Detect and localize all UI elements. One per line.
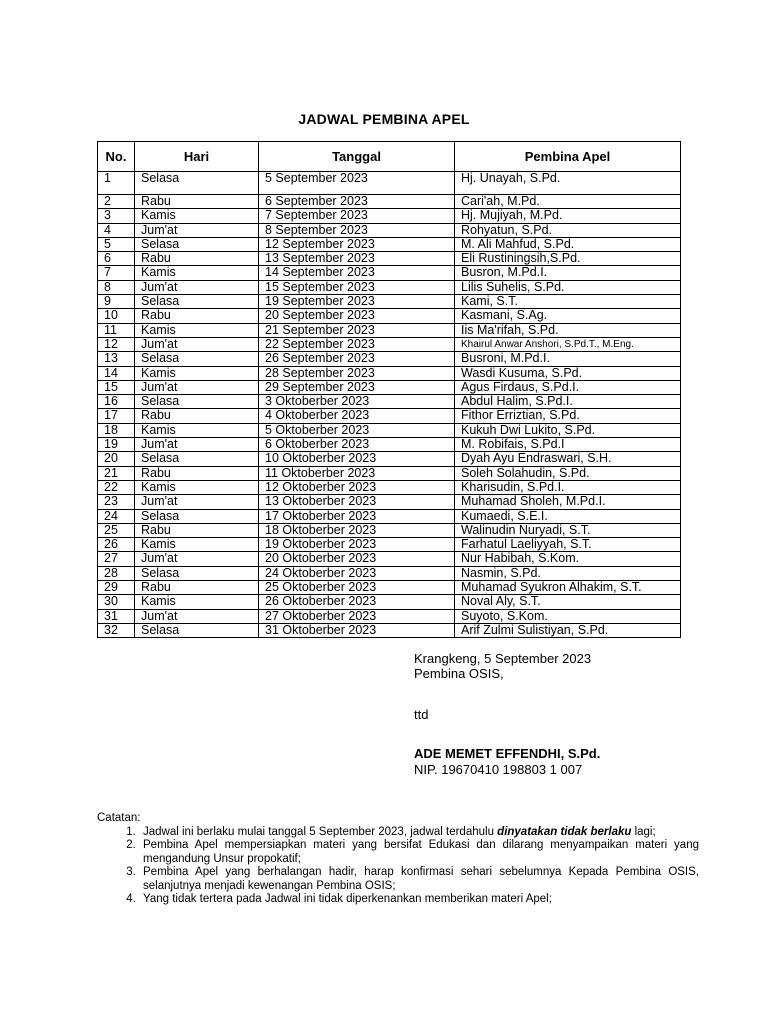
note-item-3: 3. Pembina Apel yang berhalangan hadir, harap konfirmasi sehari sebelumnya Kepada Pembina OSIS, selanjutnya menjadi kewenangan Pembina OSIS; <box>139 866 699 893</box>
cell-hari: Selasa <box>135 295 259 309</box>
cell-hari: Jum'at <box>135 280 259 294</box>
cell-no: 22 <box>98 480 135 494</box>
cell-no: 15 <box>98 380 135 394</box>
table-row <box>98 595 681 609</box>
note-item-1 <box>139 826 699 840</box>
cell-no: 8 <box>98 280 135 294</box>
cell-pembina: M. Robifais, S.Pd.I <box>455 438 681 452</box>
cell-hari: Rabu <box>135 581 259 595</box>
cell-hari: Selasa <box>135 237 259 251</box>
cell-pembina: Arif Zulmi Sulistiyan, S.Pd. <box>455 623 681 637</box>
document-title: JADWAL PEMBINA APEL <box>298 111 470 127</box>
cell-pembina: Soleh Solahudin, S.Pd. <box>455 466 681 480</box>
signer-role: Pembina OSIS, <box>414 666 504 681</box>
cell-tanggal: 12 Oktoberber 2023 <box>259 480 455 494</box>
table-row <box>98 623 681 637</box>
note-item-4: 4. Yang tidak tertera pada Jadwal ini tidak diperkenankan memberikan materi Apel; <box>139 893 699 907</box>
cell-tanggal: 10 Oktoberber 2023 <box>259 452 455 466</box>
cell-tanggal: 19 Oktoberber 2023 <box>259 538 455 552</box>
cell-tanggal: 27 Oktoberber 2023 <box>259 609 455 623</box>
header-hari: Hari <box>135 142 259 172</box>
table-row <box>98 195 681 209</box>
cell-hari: Kamis <box>135 595 259 609</box>
cell-no: 9 <box>98 295 135 309</box>
cell-no: 31 <box>98 609 135 623</box>
cell-pembina: Kumaedi, S.E.I. <box>455 509 681 523</box>
table-row <box>98 352 681 366</box>
cell-no: 29 <box>98 581 135 595</box>
table-row <box>98 609 681 623</box>
cell-pembina: Suyoto, S.Kom. <box>455 609 681 623</box>
cell-tanggal: 13 September 2023 <box>259 252 455 266</box>
cell-pembina: Farhatul Laeliyyah, S.T. <box>455 538 681 552</box>
cell-hari: Selasa <box>135 623 259 637</box>
table-row <box>98 438 681 452</box>
cell-no: 6 <box>98 252 135 266</box>
cell-tanggal: 20 September 2023 <box>259 309 455 323</box>
cell-hari: Selasa <box>135 452 259 466</box>
note-1-text: Jadwal ini berlaku mulai tanggal 5 September 2023, jadwal terdahulu <box>143 825 498 838</box>
cell-tanggal: 25 Oktoberber 2023 <box>259 581 455 595</box>
table-row <box>98 452 681 466</box>
note-1-emphasis: dinyatakan tidak berlaku <box>497 825 632 838</box>
signer-name: ADE MEMET EFFENDHI, S.Pd. <box>414 746 601 761</box>
cell-hari: Kamis <box>135 538 259 552</box>
cell-pembina: Kharisudin, S.Pd.I. <box>455 480 681 494</box>
cell-pembina: Kami, S.T. <box>455 295 681 309</box>
table-row <box>98 295 681 309</box>
note-item-2: 2. Pembina Apel mempersiapkan materi yang bersifat Edukasi dan dilarang menyampaikan materi yang mengandung Unsur propokatif; <box>139 839 699 866</box>
cell-hari: Rabu <box>135 252 259 266</box>
notes-list <box>97 826 699 907</box>
table-row <box>98 337 681 351</box>
signature-ttd: ttd <box>414 707 429 722</box>
table-row <box>98 409 681 423</box>
cell-pembina: M. Ali Mahfud, S.Pd. <box>455 237 681 251</box>
table-row <box>98 552 681 566</box>
cell-no: 32 <box>98 623 135 637</box>
cell-hari: Rabu <box>135 409 259 423</box>
cell-hari: Selasa <box>135 395 259 409</box>
cell-no: 23 <box>98 495 135 509</box>
cell-pembina: Lilis Suhelis, S.Pd. <box>455 280 681 294</box>
cell-no: 14 <box>98 366 135 380</box>
table-row <box>98 495 681 509</box>
cell-tanggal: 18 Oktoberber 2023 <box>259 523 455 537</box>
cell-pembina: Rohyatun, S.Pd. <box>455 223 681 237</box>
cell-tanggal: 24 Oktoberber 2023 <box>259 566 455 580</box>
table-row <box>98 323 681 337</box>
cell-hari: Selasa <box>135 172 259 195</box>
cell-no: 18 <box>98 423 135 437</box>
cell-pembina: Abdul Halim, S.Pd.I. <box>455 395 681 409</box>
cell-tanggal: 5 September 2023 <box>259 172 455 195</box>
table-row <box>98 252 681 266</box>
cell-tanggal: 4 Oktoberber 2023 <box>259 409 455 423</box>
cell-tanggal: 12 September 2023 <box>259 237 455 251</box>
cell-no: 5 <box>98 237 135 251</box>
table-row <box>98 309 681 323</box>
cell-hari: Selasa <box>135 509 259 523</box>
cell-no: 25 <box>98 523 135 537</box>
table-row <box>98 509 681 523</box>
cell-hari: Selasa <box>135 566 259 580</box>
cell-hari: Kamis <box>135 423 259 437</box>
cell-no: 10 <box>98 309 135 323</box>
signer-nip: NIP. 19670410 198803 1 007 <box>414 762 583 777</box>
header-pembina: Pembina Apel <box>455 142 681 172</box>
table-row <box>98 480 681 494</box>
table-row <box>98 523 681 537</box>
cell-pembina: Nasmin, S.Pd. <box>455 566 681 580</box>
cell-tanggal: 28 September 2023 <box>259 366 455 380</box>
cell-pembina: Fithor Erriztian, S.Pd. <box>455 409 681 423</box>
cell-tanggal: 6 September 2023 <box>259 195 455 209</box>
cell-tanggal: 7 September 2023 <box>259 209 455 223</box>
place-date: Krangkeng, 5 September 2023 <box>414 651 592 666</box>
cell-tanggal: 21 September 2023 <box>259 323 455 337</box>
schedule-table <box>97 141 681 638</box>
cell-hari: Jum'at <box>135 609 259 623</box>
cell-tanggal: 8 September 2023 <box>259 223 455 237</box>
cell-no: 2 <box>98 195 135 209</box>
cell-pembina: Kukuh Dwi Lukito, S.Pd. <box>455 423 681 437</box>
cell-tanggal: 5 Oktoberber 2023 <box>259 423 455 437</box>
cell-no: 4 <box>98 223 135 237</box>
cell-no: 20 <box>98 452 135 466</box>
cell-no: 16 <box>98 395 135 409</box>
header-no: No. <box>98 142 135 172</box>
cell-pembina: Khairul Anwar Anshori, S.Pd.T., M.Eng. <box>455 337 681 351</box>
cell-no: 19 <box>98 438 135 452</box>
cell-pembina: Nur Habibah, S.Kom. <box>455 552 681 566</box>
cell-pembina: Kasmani, S.Ag. <box>455 309 681 323</box>
table-row <box>98 566 681 580</box>
table-row <box>98 223 681 237</box>
cell-hari: Jum'at <box>135 337 259 351</box>
cell-pembina: Wasdi Kusuma, S.Pd. <box>455 366 681 380</box>
cell-tanggal: 13 Oktoberber 2023 <box>259 495 455 509</box>
cell-hari: Kamis <box>135 266 259 280</box>
cell-no: 24 <box>98 509 135 523</box>
cell-pembina: Muhamad Syukron Alhakim, S.T. <box>455 581 681 595</box>
cell-pembina: Busron, M.Pd.I. <box>455 266 681 280</box>
cell-tanggal: 17 Oktoberber 2023 <box>259 509 455 523</box>
cell-pembina: Hj. Mujiyah, M.Pd. <box>455 209 681 223</box>
cell-hari: Rabu <box>135 309 259 323</box>
table-row <box>98 266 681 280</box>
cell-hari: Kamis <box>135 209 259 223</box>
table-row <box>98 380 681 394</box>
table-row <box>98 366 681 380</box>
cell-no: 21 <box>98 466 135 480</box>
notes-heading: Catatan: <box>97 812 141 824</box>
cell-hari: Rabu <box>135 195 259 209</box>
cell-tanggal: 26 Oktoberber 2023 <box>259 595 455 609</box>
table-row <box>98 237 681 251</box>
cell-no: 1 <box>98 172 135 195</box>
notes-section <box>97 812 699 907</box>
cell-no: 13 <box>98 352 135 366</box>
cell-tanggal: 15 September 2023 <box>259 280 455 294</box>
table-row <box>98 172 681 195</box>
cell-hari: Kamis <box>135 323 259 337</box>
cell-pembina: Agus Firdaus, S.Pd.I. <box>455 380 681 394</box>
cell-hari: Jum'at <box>135 223 259 237</box>
cell-no: 3 <box>98 209 135 223</box>
cell-tanggal: 31 Oktoberber 2023 <box>259 623 455 637</box>
cell-tanggal: 6 Oktoberber 2023 <box>259 438 455 452</box>
cell-tanggal: 29 September 2023 <box>259 380 455 394</box>
cell-no: 11 <box>98 323 135 337</box>
cell-tanggal: 3 Oktoberber 2023 <box>259 395 455 409</box>
cell-hari: Kamis <box>135 366 259 380</box>
cell-pembina: Eli Rustiningsih,S.Pd. <box>455 252 681 266</box>
table-row <box>98 395 681 409</box>
cell-pembina: Hj. Unayah, S.Pd. <box>455 172 681 195</box>
table-row <box>98 280 681 294</box>
cell-tanggal: 20 Oktoberber 2023 <box>259 552 455 566</box>
cell-hari: Jum'at <box>135 438 259 452</box>
cell-pembina: Muhamad Sholeh, M.Pd.I. <box>455 495 681 509</box>
table-row <box>98 423 681 437</box>
cell-no: 30 <box>98 595 135 609</box>
cell-pembina: Iis Ma'rifah, S.Pd. <box>455 323 681 337</box>
cell-hari: Selasa <box>135 352 259 366</box>
cell-pembina: Dyah Ayu Endraswari, S.H. <box>455 452 681 466</box>
cell-pembina: Walinudin Nuryadi, S.T. <box>455 523 681 537</box>
cell-pembina: Noval Aly, S.T. <box>455 595 681 609</box>
table-row <box>98 466 681 480</box>
cell-no: 27 <box>98 552 135 566</box>
cell-hari: Rabu <box>135 523 259 537</box>
note-1-end: lagi; <box>631 825 656 838</box>
table-header-row <box>98 142 681 172</box>
cell-tanggal: 19 September 2023 <box>259 295 455 309</box>
table-row <box>98 538 681 552</box>
header-tanggal: Tanggal <box>259 142 455 172</box>
cell-no: 7 <box>98 266 135 280</box>
cell-hari: Jum'at <box>135 495 259 509</box>
schedule-body <box>98 172 681 638</box>
cell-no: 12 <box>98 337 135 351</box>
cell-tanggal: 26 September 2023 <box>259 352 455 366</box>
cell-hari: Jum'at <box>135 380 259 394</box>
cell-hari: Kamis <box>135 480 259 494</box>
cell-pembina: Busroni, M.Pd.I. <box>455 352 681 366</box>
cell-tanggal: 14 September 2023 <box>259 266 455 280</box>
cell-hari: Jum'at <box>135 552 259 566</box>
cell-pembina: Cari'ah, M.Pd. <box>455 195 681 209</box>
cell-tanggal: 11 Oktoberber 2023 <box>259 466 455 480</box>
cell-no: 28 <box>98 566 135 580</box>
cell-tanggal: 22 September 2023 <box>259 337 455 351</box>
cell-no: 17 <box>98 409 135 423</box>
cell-no: 26 <box>98 538 135 552</box>
table-row <box>98 209 681 223</box>
cell-hari: Rabu <box>135 466 259 480</box>
table-row <box>98 581 681 595</box>
